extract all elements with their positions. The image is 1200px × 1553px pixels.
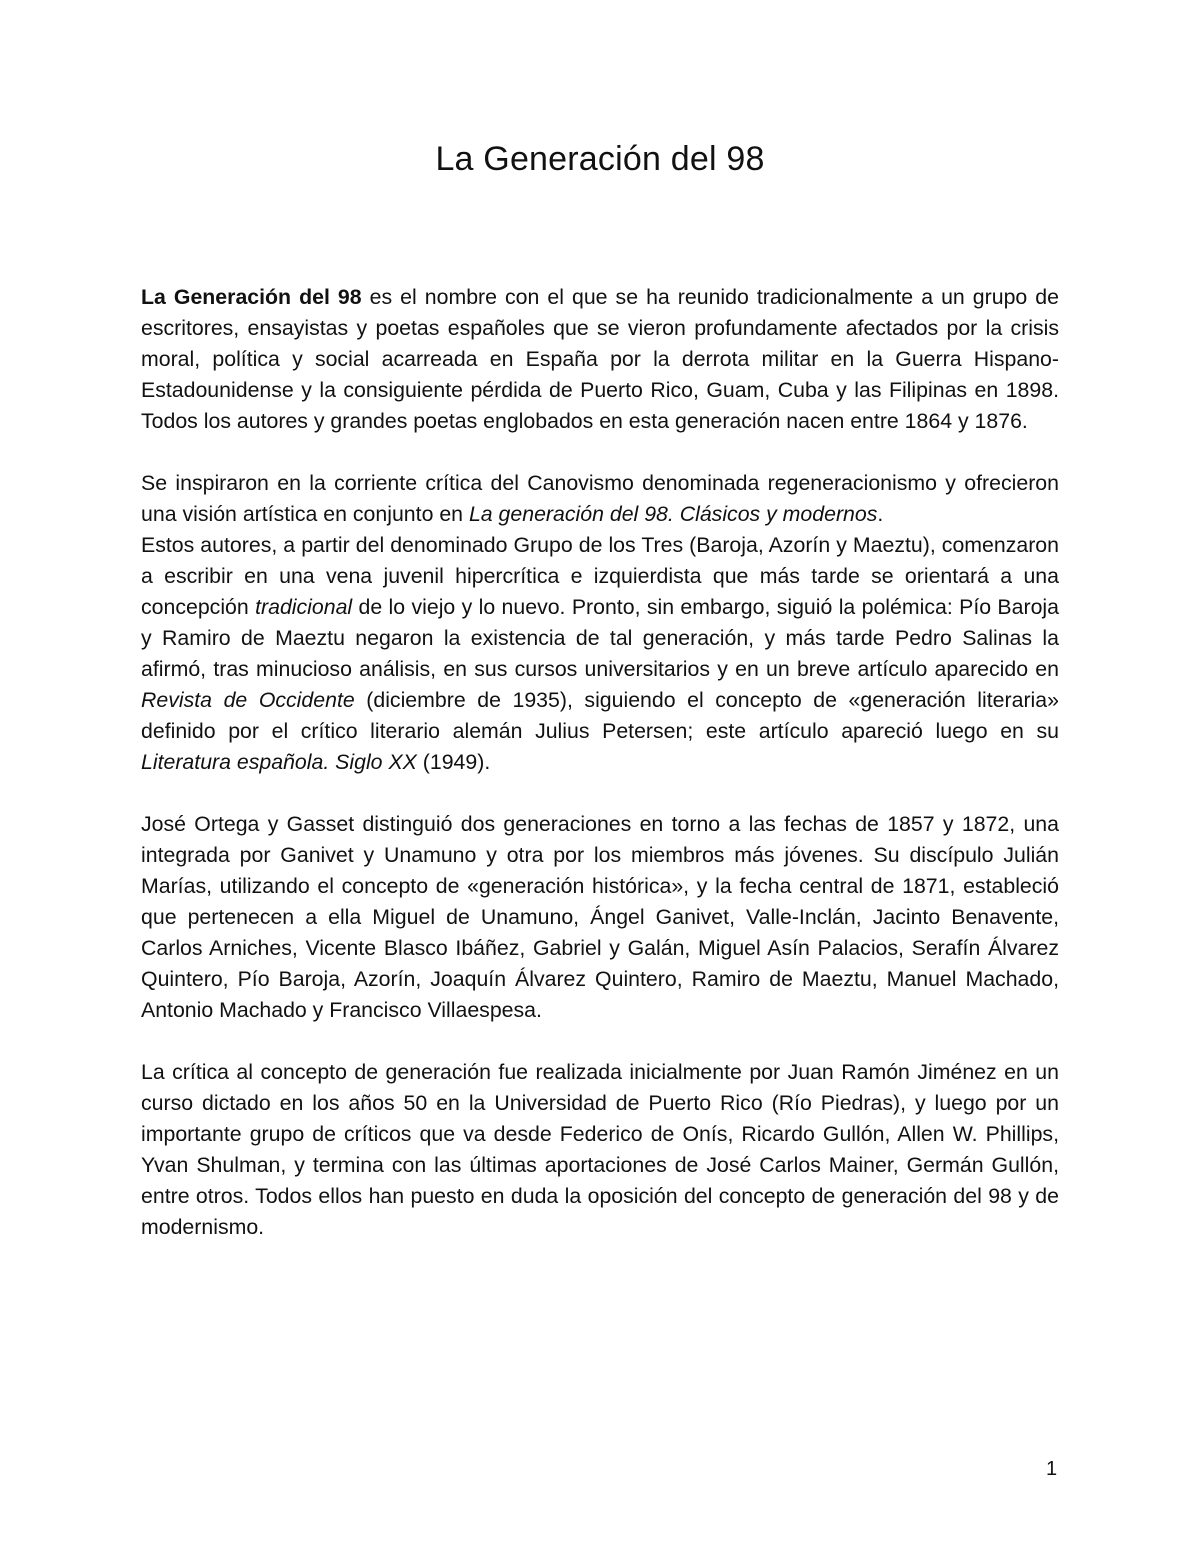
journal-title: Revista de Occidente (141, 688, 355, 712)
paragraph-ortega (141, 809, 1059, 1026)
paragraph-text: Estos autores, a partir del denominado Grupo de los Tres (Baroja, Azorín y Maeztu), comenzaron a escribir en una vena juvenil hipercrítica e izquierdista que más tarde se orientará a una concepción (141, 533, 1059, 619)
paragraph-text: . (877, 502, 884, 526)
page-title: La Generación del 98 (435, 140, 765, 178)
paragraph-inspiration (141, 468, 1059, 530)
book-title: La generación del 98. Clásicos y modernos (468, 502, 878, 526)
paragraph-text: (diciembre de 1935), siguiendo el concepto de «generación literaria» definido por el crítico literario alemán Julius Petersen; este artículo apareció luego en su (141, 688, 1059, 743)
document-body (141, 282, 1059, 1243)
book-title: Literatura española. Siglo XX (141, 750, 417, 774)
paragraph-criticism (141, 1057, 1059, 1243)
paragraph-text: es el nombre con el que se ha reunido tradicionalmente a un grupo de escritores, ensayistas y poetas españoles que se vieron profundamente afectados por la crisis moral, política y social acarreada en España por la derrota militar en la Guerra Hispano-Estadounidense y la consiguiente pérdida de Puerto Rico, Guam, Cuba y las Filipinas en 1898. Todos los autores y grandes poetas englobados en esta generación nacen entre 1864 y 1876. (141, 285, 1059, 433)
paragraph-text: de lo viejo y lo nuevo. Pronto, sin embargo, siguió la polémica: Pío Baroja y Ramiro de Maeztu negaron la existencia de tal generación, y más tarde Pedro Salinas la afirmó, tras minucioso análisis, en sus cursos universitarios y en un breve artículo aparecido en (141, 595, 1059, 681)
paragraph-text: Se inspiraron en la corriente crítica del Canovismo denominada regeneracionismo y ofrecieron una visión artística en conjunto en (141, 471, 1059, 526)
paragraph-text: La crítica al concepto de generación fue realizada inicialmente por Juan Ramón Jiménez en un curso dictado en los años 50 en la Universidad de Puerto Rico (Río Piedras), y luego por un importante grupo de críticos que va desde Federico de Onís, Ricardo Gullón, Allen W. Phillips, Yvan Shulman, y termina con las últimas aportaciones de José Carlos Mainer, Germán Gullón, entre otros. Todos ellos han puesto en duda la oposición del concepto de generación del 98 y de modernismo. (141, 1060, 1059, 1239)
paragraph-authors (141, 530, 1059, 778)
bold-term: La Generación del 98 (141, 285, 362, 309)
paragraph-text: José Ortega y Gasset distinguió dos generaciones en torno a las fechas de 1857 y 1872, una integrada por Ganivet y Unamuno y otra por los miembros más jóvenes. Su discípulo Julián Marías, utilizando el concepto de «generación histórica», y la fecha central de 1871, estableció que pertenecen a ella Miguel de Unamuno, Ángel Ganivet, Valle-Inclán, Jacinto Benavente, Carlos Arniches, Vicente Blasco Ibáñez, Gabriel y Galán, Miguel Asín Palacios, Serafín Álvarez Quintero, Pío Baroja, Azorín, Joaquín Álvarez Quintero, Ramiro de Maeztu, Manuel Machado, Antonio Machado y Francisco Villaespesa. (141, 812, 1059, 1022)
page-number: 1 (1046, 1458, 1058, 1480)
paragraph-intro (141, 282, 1059, 437)
italic-term: tradicional (255, 595, 353, 619)
paragraph-text: (1949). (416, 750, 491, 774)
